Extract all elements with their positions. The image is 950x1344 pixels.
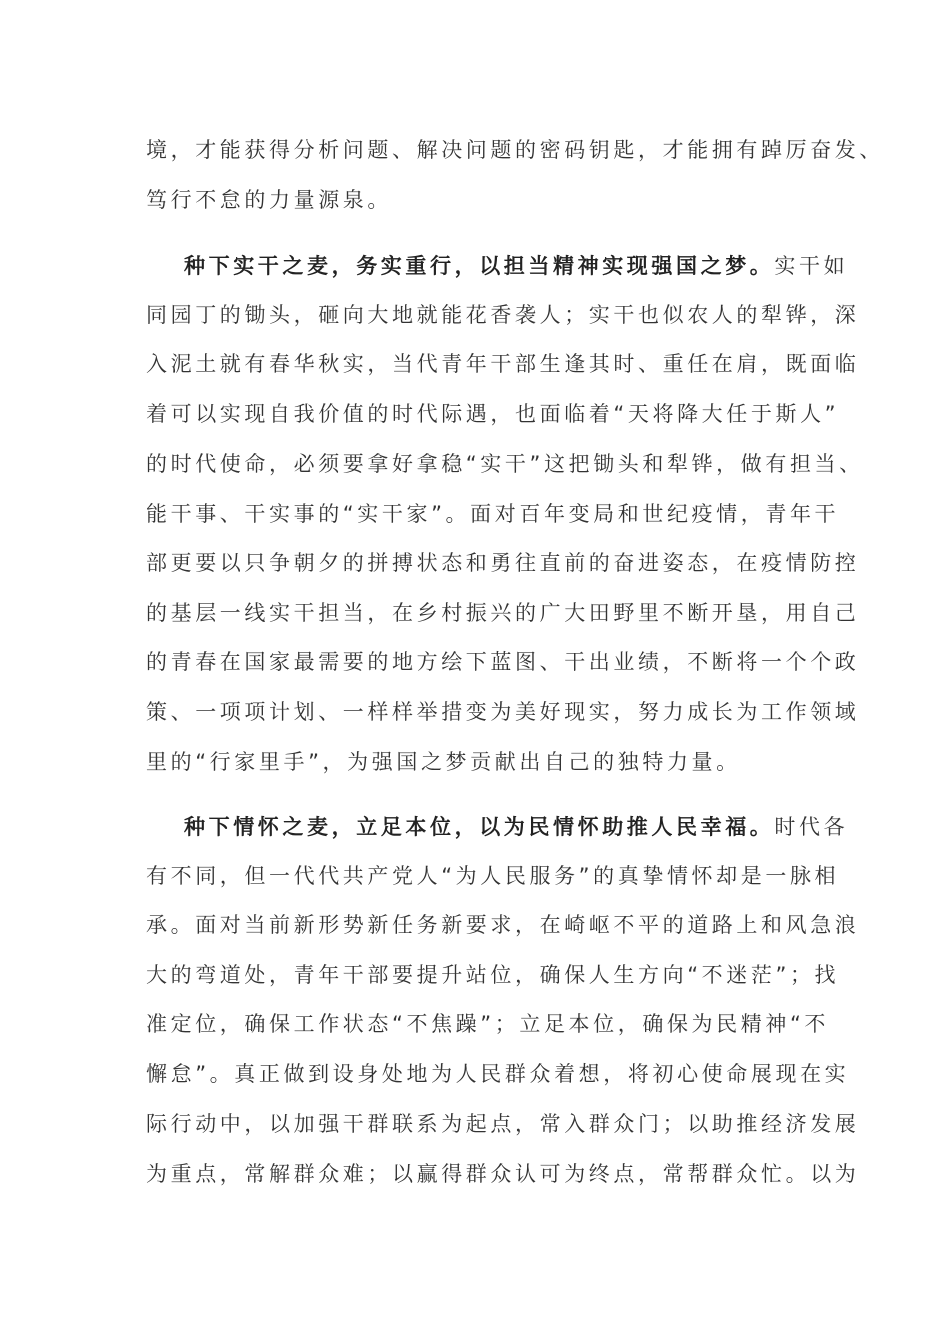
para3-line-4: 大的弯道处，青年干部要提升站位，确保人生方向“不迷茫”；找 [146,963,840,987]
para2-first-line-rest: 实干如 [774,254,849,278]
para2-line-2: 同园丁的锄头，砸向大地就能花香袭人；实干也似农人的犁铧，深 [146,303,860,327]
para3-line-3: 承。面对当前新形势新任务新要求，在崎岖不平的道路上和风急浪 [146,913,860,937]
para3-line-7: 际行动中，以加强干群联系为起点，常入群众门；以助推经济发展 [146,1112,860,1136]
para3-line-2: 有不同，但一代代共产党人“为人民服务”的真挚情怀却是一脉相 [146,864,840,888]
para3-first-line [184,813,848,841]
para2-first-line [184,252,848,280]
para2-line-8: 的基层一线实干担当，在乡村振兴的广大田野里不断开垦，用自己 [146,601,860,625]
para2-line-11: 里的“行家里手”，为强国之梦贡献出自己的独特力量。 [146,750,741,774]
para2-line-6: 能干事、干实事的“实干家”。面对百年变局和世纪疫情，青年干 [146,502,840,526]
para1-line-1: 境，才能获得分析问题、解决问题的密码钥匙，才能拥有踔厉奋发、 [146,138,884,162]
para2-heading: 种下实干之麦，务实重行，以担当精神实现强国之梦。 [184,254,775,278]
para2-line-10: 策、一项项计划、一样样举措变为美好现实，努力成长为工作领域 [146,700,860,724]
para2-line-3: 入泥土就有春华秋实，当代青年干部生逢其时、重任在肩，既面临 [146,352,860,376]
para3-line-6: 懈怠”。真正做到设身处地为人民群众着想，将初心使命展现在实 [146,1062,850,1086]
para2-line-4: 着可以实现自我价值的时代际遇，也面临着“天将降大任于斯人” [146,402,840,426]
para3-line-5: 准定位，确保工作状态“不焦躁”；立足本位，确保为民精神“不 [146,1012,830,1036]
para2-line-5: 的时代使命，必须要拿好拿稳“实干”这把锄头和犁铧，做有担当、 [146,452,864,476]
para1-line-2: 笃行不怠的力量源泉。 [146,188,392,212]
para2-line-7: 部更要以只争朝夕的拼搏状态和勇往直前的奋进姿态，在疫情防控 [146,551,860,575]
para3-heading: 种下情怀之麦，立足本位，以为民情怀助推人民幸福。 [184,815,775,839]
para3-first-line-rest: 时代各 [774,815,849,839]
para3-line-8: 为重点，常解群众难；以赢得群众认可为终点，常帮群众忙。以为 [146,1162,860,1186]
para2-line-9: 的青春在国家最需要的地方绘下蓝图、干出业绩，不断将一个个政 [146,650,860,674]
